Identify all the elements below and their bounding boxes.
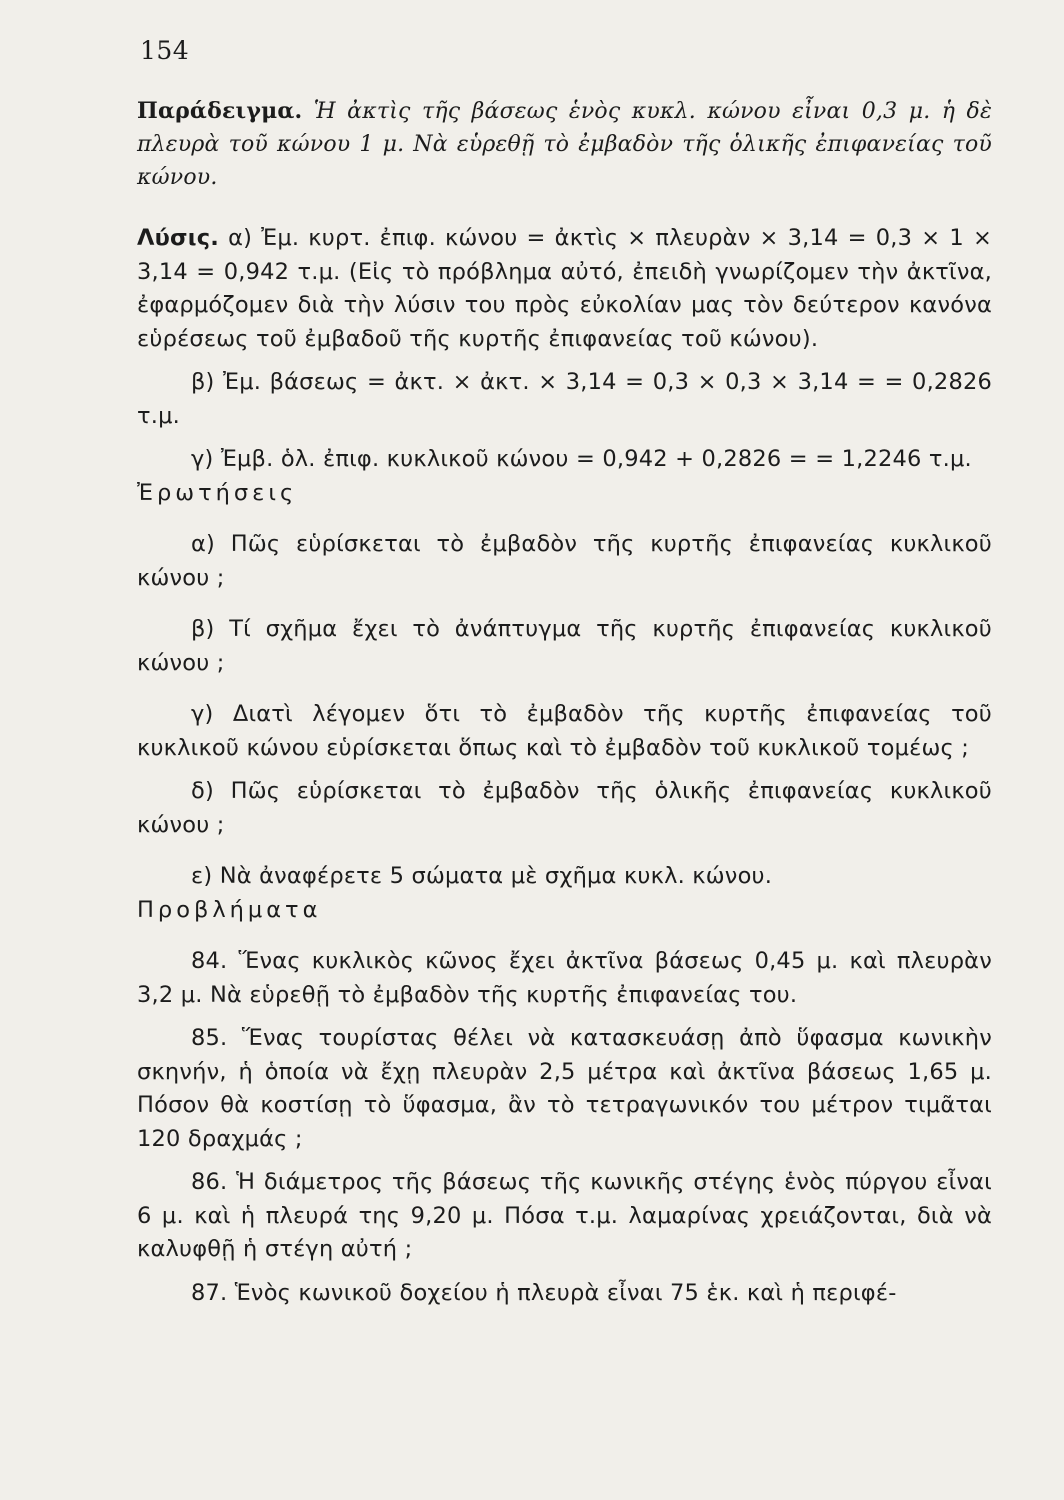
question-item-e: ε) Νὰ ἀναφέρετε 5 σώματα μὲ σχῆμα κυκλ. κώνου. (191, 863, 773, 889)
solution-label: Λύσις. (137, 225, 219, 251)
problem-86: 86. Ἡ διάμετρος τῆς βάσεως τῆς κωνικῆς στέγης ἑνὸς πύργου εἶναι 6 μ. καὶ ἡ πλευρά της 9,20 μ. Πόσα τ.μ. λαμαρίνας χρειάζονται, διὰ νὰ καλυφθῇ ἡ στέγη αὐτή ; (137, 1169, 992, 1262)
solution-part-a-text: α) Ἐμ. κυρτ. ἐπιφ. κώνου = ἀκτὶς × πλευρὰν × 3,14 = 0,3 × 1 × 3,14 = 0,942 τ.μ. (Εἰς τὸ πρόβλημα αὐτό, ἐπειδὴ γνωρίζομεν τὴν ἀκτῖνα, ἐφαρμόζομεν διὰ τὴν λύσιν του πρὸς εὐκολίαν μας τὸν δεύτερον κανόνα εὑρέσεως τοῦ ἐμβαδοῦ τῆς κυρτῆς ἐπιφανείας τοῦ κώνου). (137, 225, 992, 352)
question-item-a: α) Πῶς εὑρίσκεται τὸ ἐμβαδὸν τῆς κυρτῆς ἐπιφανείας κυκλικοῦ κώνου ; (137, 531, 992, 591)
question-item-d: δ) Πῶς εὑρίσκεται τὸ ἐμβαδὸν τῆς ὁλικῆς ἐπιφανείας κυκλικοῦ κώνου ; (137, 778, 992, 838)
question-item-b: β) Τί σχῆμα ἔχει τὸ ἀνάπτυγμα τῆς κυρτῆς ἐπιφανείας κυκλικοῦ κώνου ; (137, 616, 992, 676)
solution-part-a (137, 222, 992, 356)
problem-85: 85. Ἕνας τουρίστας θέλει νὰ κατασκευάσῃ ἀπὸ ὕφασμα κωνικὴν σκηνήν, ἡ ὁποία νὰ ἔχῃ πλευρὰν 2,5 μέτρα καὶ ἀκτῖνα βάσεως 1,65 μ. Πόσον θὰ κοστίσῃ τὸ ὕφασμα, ἂν τὸ τετραγωνικόν του μέτρον τιμᾶται 120 δραχμάς ; (137, 1025, 992, 1152)
example-label: Παράδειγμα. (137, 98, 303, 124)
page-number: 154 (140, 36, 190, 65)
problem-87: 87. Ἑνὸς κωνικοῦ δοχείου ἡ πλευρὰ εἶναι 75 ἑκ. καὶ ἡ περιφέ- (191, 1279, 897, 1306)
questions-heading: Ἐρωτήσεις (137, 479, 298, 506)
page-content (137, 95, 992, 1310)
question-item-c: γ) Διατὶ λέγομεν ὅτι τὸ ἐμβαδὸν τῆς κυρτῆς ἐπιφανείας τοῦ κυκλικοῦ κώνου εὑρίσκεται ὅπως καὶ τὸ ἐμβαδὸν τοῦ κυκλικοῦ τομέως ; (137, 701, 992, 761)
solution-part-b: β) Ἐμ. βάσεως = ἀκτ. × ἀκτ. × 3,14 = 0,3 × 0,3 × 3,14 = = 0,2826 τ.μ. (137, 369, 992, 429)
problem-84: 84. Ἕνας κυκλικὸς κῶνος ἔχει ἀκτῖνα βάσεως 0,45 μ. καὶ πλευρὰν 3,2 μ. Νὰ εὑρεθῇ τὸ ἐμβαδὸν τῆς κυρτῆς ἐπιφανείας του. (137, 948, 992, 1008)
example-text: Ἡ ἀκτὶς τῆς βάσεως ἑνὸς κυκλ. κώνου εἶναι 0,3 μ. ἡ δὲ πλευρὰ τοῦ κώνου 1 μ. Νὰ εὑρεθῇ τὸ ἐμβαδὸν τῆς ὁλικῆς ἐπιφανείας τοῦ κώνου. (137, 99, 992, 190)
example-paragraph (137, 95, 992, 194)
solution-part-c: γ) Ἐμβ. ὁλ. ἐπιφ. κυκλικοῦ κώνου = 0,942 + 0,2826 = = 1,2246 τ.μ. (191, 446, 972, 472)
problems-heading: Προβλήματα (137, 896, 322, 923)
